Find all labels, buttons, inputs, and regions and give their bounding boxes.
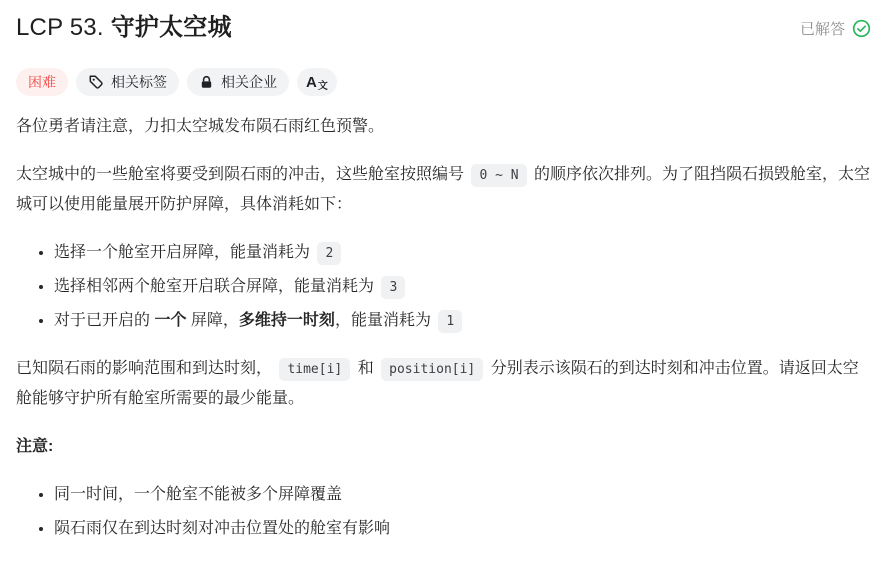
text-run: 的顺序依次排列。为了阻挡陨石损毁舱室，太空城可以使用能量展开防护屏障，具体消耗如下： bbox=[16, 166, 871, 213]
text-run: 各位勇者请注意，力扣太空城发布陨石雨红色预警。 bbox=[16, 118, 385, 135]
translate-button[interactable] bbox=[297, 68, 337, 96]
solved-status-label: 已解答 bbox=[799, 20, 845, 38]
related-tags-label: 相关标签 bbox=[111, 74, 167, 90]
bold-text: 注意: bbox=[16, 438, 54, 455]
bullet-list bbox=[16, 238, 871, 336]
inline-code: 0 ~ N bbox=[471, 164, 526, 187]
difficulty-badge[interactable] bbox=[16, 68, 68, 96]
text-run: 选择一个舱室开启屏障，能量消耗为 bbox=[54, 244, 315, 261]
meta-chip-row bbox=[16, 68, 871, 96]
problem-header bbox=[16, 12, 871, 44]
related-companies-label: 相关企业 bbox=[221, 74, 277, 90]
inline-code: 1 bbox=[438, 310, 462, 333]
paragraph bbox=[16, 160, 871, 220]
text-run: 陨石雨仅在到达时刻对冲击位置处的舱室有影响 bbox=[54, 520, 391, 537]
text-run: 已知陨石雨的影响范围和到达时刻， bbox=[16, 360, 277, 377]
text-run: 太空城中的一些舱室将要受到陨石雨的冲击，这些舱室按照编号 bbox=[16, 166, 469, 183]
inline-code: time[i] bbox=[279, 358, 350, 381]
text-run: 分别表示该陨石的到达时刻和冲击位置。请返回太空舱能够守护所有舱室所需要的最少能量。 bbox=[16, 360, 859, 407]
paragraph bbox=[16, 112, 871, 142]
problem-description bbox=[16, 112, 871, 544]
paragraph bbox=[16, 432, 871, 462]
problem-name: 守护太空城 bbox=[110, 14, 232, 41]
list-item bbox=[54, 480, 871, 510]
difficulty-label: 困难 bbox=[28, 74, 56, 90]
paragraph bbox=[16, 354, 871, 414]
translate-icon: A文 bbox=[306, 73, 328, 92]
list-item bbox=[54, 306, 871, 336]
text-run: 和 bbox=[353, 360, 379, 377]
text-run: 对于已开启的 bbox=[54, 312, 155, 329]
related-companies-button[interactable] bbox=[187, 68, 289, 96]
inline-code: position[i] bbox=[381, 358, 483, 381]
text-run: 屏障， bbox=[186, 312, 239, 329]
bullet-list bbox=[16, 480, 871, 544]
tag-icon bbox=[88, 74, 104, 90]
text-run: 同一时间，一个舱室不能被多个屏障覆盖 bbox=[54, 486, 343, 503]
text-run: ，能量消耗为 bbox=[334, 312, 436, 329]
problem-id: LCP 53. bbox=[16, 14, 104, 41]
inline-code: 2 bbox=[317, 242, 341, 265]
related-tags-button[interactable] bbox=[76, 68, 179, 96]
inline-code: 3 bbox=[381, 276, 405, 299]
list-item bbox=[54, 272, 871, 302]
page-title bbox=[16, 12, 232, 44]
lock-icon bbox=[199, 75, 214, 90]
check-circle-icon bbox=[852, 19, 871, 38]
bold-text: 一个 bbox=[154, 312, 187, 329]
list-item bbox=[54, 238, 871, 268]
bold-text: 多维持一时刻 bbox=[238, 312, 335, 329]
list-item bbox=[54, 514, 871, 544]
text-run: 选择相邻两个舱室开启联合屏障，能量消耗为 bbox=[54, 278, 379, 295]
solved-status-badge bbox=[800, 18, 871, 39]
